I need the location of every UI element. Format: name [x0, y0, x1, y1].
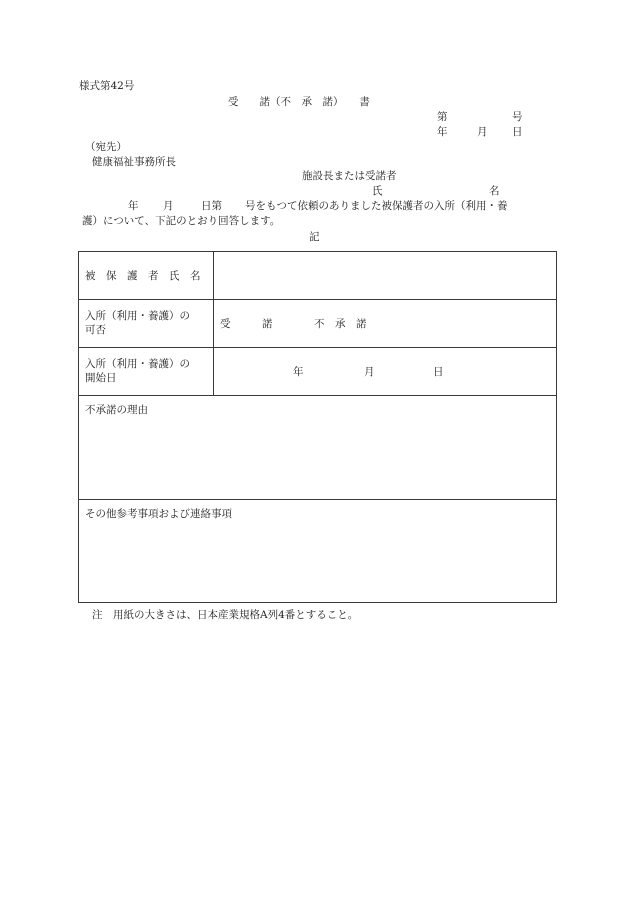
date-day: 日: [512, 126, 523, 138]
sender-title: 施設長または受諾者: [302, 170, 397, 182]
start-date-label-line2: 開始日: [85, 372, 117, 384]
response-table: [78, 251, 557, 603]
form-number: 様式第42号: [79, 80, 135, 92]
sender-mei: 名: [489, 185, 500, 197]
table-row-recipient-name: [79, 252, 556, 300]
number-go: 号: [512, 111, 523, 123]
label-cell: [79, 300, 214, 347]
admission-approval-label-line1: 入所（利用・養護）の: [85, 310, 190, 322]
table-row-other-notes: [79, 500, 556, 602]
date-year: 年: [437, 126, 448, 138]
start-date-label-line1: 入所（利用・養護）の: [85, 358, 190, 370]
refusal-reason-label: 不承諾の理由: [85, 404, 148, 416]
body-line1-rest: 号をもつて依頼のありました被保護者の入所（利用・養: [245, 200, 508, 212]
admission-approval-label-line2: 可否: [85, 324, 106, 336]
table-row-start-date: [79, 348, 556, 396]
body-line2: 護）について、下記のとおり回答します。: [82, 215, 281, 227]
body-year: 年: [128, 200, 139, 212]
date-month: 月: [477, 126, 488, 138]
table-row-admission-approval: [79, 300, 556, 348]
body-day-dai: 日第: [201, 200, 222, 212]
option-accept: 受 諾: [220, 318, 273, 330]
start-date-month: 月: [364, 366, 375, 378]
sender-shi: 氏: [372, 185, 383, 197]
label-cell: [79, 252, 214, 299]
addressee-label: （宛先）: [85, 141, 127, 153]
number-dai: 第: [437, 111, 448, 123]
start-date-year: 年: [293, 366, 304, 378]
body-month: 月: [163, 200, 174, 212]
addressee-name: 健康福祉事務所長: [92, 156, 176, 168]
label-cell: [79, 348, 214, 395]
option-reject: 不 承 諾: [314, 318, 367, 330]
table-row-refusal-reason: [79, 396, 556, 500]
recipient-name-label: 被 保 護 者 氏 名: [85, 270, 201, 282]
start-date-day: 日: [433, 366, 444, 378]
paper-size-note: 注 用紙の大きさは、日本産業規格A列4番とすること。: [92, 609, 359, 621]
other-notes-label: その他参考事項および連絡事項: [85, 508, 232, 520]
ki-heading: 記: [309, 231, 320, 243]
document-title: 受 諾（不 承 諾） 書: [228, 96, 370, 108]
